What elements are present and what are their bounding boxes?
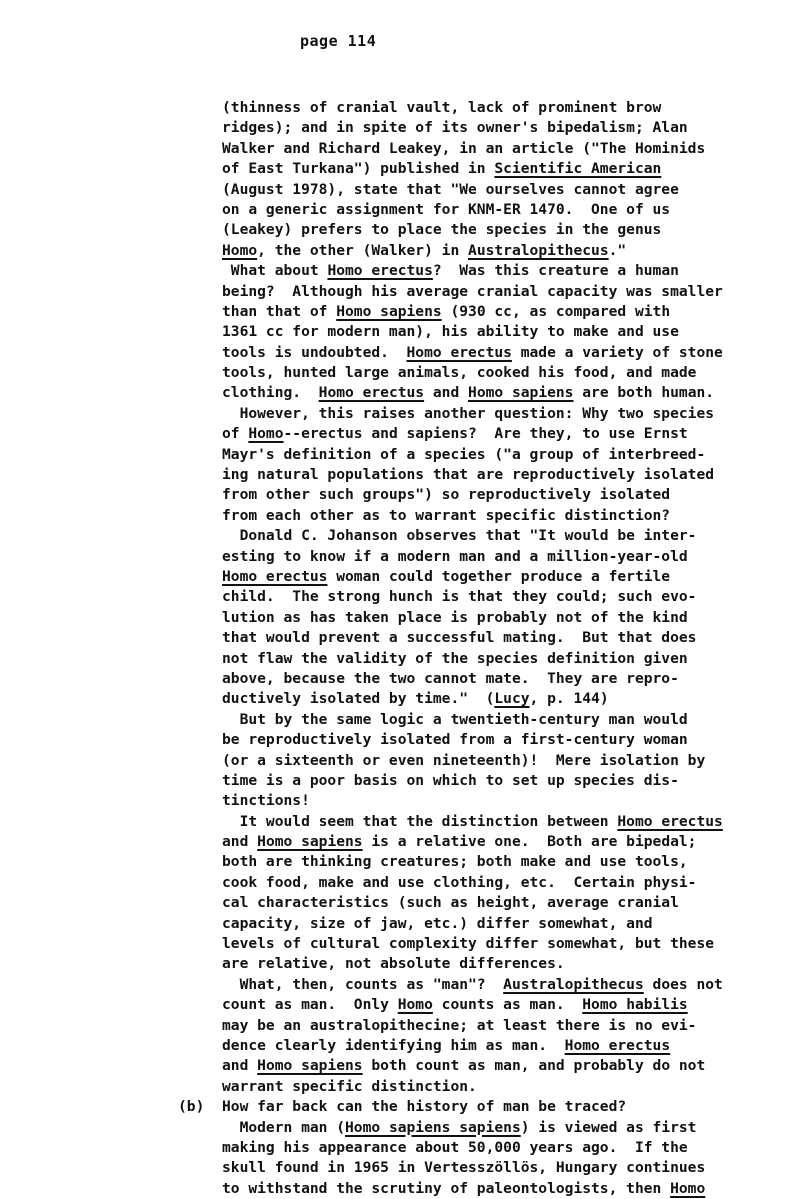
text-segment: --erectus and sapiens? Are they, to use Ernst	[283, 425, 688, 443]
text-segment: But by the same logic a twentieth-century man would	[222, 710, 688, 728]
underlined-term: Australopithecus	[503, 975, 644, 993]
text-segment: dence clearly identifying him as man.	[222, 1036, 565, 1054]
text-segment: both count as man, and probably do not	[362, 1057, 706, 1075]
text-segment: from each other as to warrant specific distinction?	[222, 506, 671, 524]
section-marker-b: (b)	[178, 1097, 205, 1115]
body-text	[222, 98, 792, 1199]
text-segment: ? Was this creature a human	[432, 262, 679, 280]
text-line	[222, 1179, 792, 1199]
text-line	[222, 261, 792, 281]
text-segment: above, because the two cannot mate. They are repro-	[222, 669, 679, 687]
underlined-term: Homo	[670, 1179, 706, 1197]
text-line	[222, 526, 792, 546]
text-segment: on a generic assignment for KNM-ER 1470. One of us	[222, 200, 671, 218]
text-line	[222, 628, 792, 648]
text-segment: (August 1978), state that "We ourselves cannot agree	[222, 180, 679, 198]
underlined-term: Homo sapiens	[257, 1057, 363, 1075]
text-segment: does not	[643, 975, 723, 993]
text-segment: time is a poor basis on which to set up species dis-	[222, 771, 679, 789]
text-line	[222, 812, 792, 832]
underlined-term: Homo sapiens	[257, 833, 363, 851]
text-segment: made a variety of stone	[511, 343, 723, 361]
text-segment: How far back can the history of man be traced?	[222, 1098, 627, 1116]
text-line	[222, 791, 792, 811]
text-segment: making his appearance about 50,000 years ago. If the	[222, 1138, 688, 1156]
text-segment: of East Turkana") published in	[222, 160, 495, 178]
text-line	[222, 445, 792, 465]
text-segment: ."	[608, 241, 627, 259]
text-line	[222, 1097, 792, 1117]
text-line	[222, 1036, 792, 1056]
text-segment: Mayr's definition of a species ("a group of interbreed-	[222, 445, 706, 463]
text-line	[222, 608, 792, 628]
text-segment: Walker and Richard Leakey, in an article ("The Hominids	[222, 139, 706, 157]
text-line	[222, 873, 792, 893]
text-line	[222, 547, 792, 567]
underlined-term: Homo erectus	[222, 567, 328, 585]
text-line	[222, 506, 792, 526]
text-segment: are relative, not absolute differences.	[222, 955, 565, 973]
underlined-term: Australopithecus	[468, 241, 609, 259]
text-line	[222, 852, 792, 872]
text-segment: (thinness of cranial vault, lack of prominent brow	[222, 99, 662, 116]
text-line	[222, 363, 792, 383]
text-segment: Modern man (	[222, 1118, 346, 1136]
text-line	[222, 567, 792, 587]
text-segment: that would prevent a successful mating. But that does	[222, 629, 697, 647]
underlined-term: Homo sapiens	[336, 302, 442, 320]
underlined-term: Homo habilis	[582, 996, 688, 1014]
text-segment: (930 cc, as compared with	[441, 302, 671, 320]
text-segment: and	[424, 384, 469, 402]
text-line	[222, 710, 792, 730]
text-segment: skull found in 1965 in Vertesszöllös, Hungary continues	[222, 1159, 706, 1177]
text-line	[222, 1056, 792, 1076]
text-line	[222, 485, 792, 505]
text-segment: woman could together produce a fertile	[327, 567, 671, 585]
underlined-term: Homo erectus	[617, 812, 723, 830]
text-segment: 1361 cc for modern man), his ability to make and use	[222, 323, 679, 341]
text-segment: than that of	[222, 302, 337, 320]
text-line	[222, 587, 792, 607]
text-segment: capacity, size of jaw, etc.) differ somewhat, and	[222, 914, 653, 932]
text-segment: ing natural populations that are reproductively isolated	[222, 466, 715, 484]
text-segment: esting to know if a modern man and a million-year-old	[222, 547, 688, 565]
text-segment: What about	[222, 262, 328, 280]
text-line	[222, 669, 792, 689]
text-segment: and	[222, 1057, 258, 1075]
text-line	[222, 139, 792, 159]
text-segment: It would seem that the distinction between	[222, 812, 618, 830]
text-line	[222, 322, 792, 342]
underlined-term: Homo erectus	[327, 262, 433, 280]
text-segment: count as man. Only	[222, 996, 398, 1014]
text-segment: counts as man.	[432, 996, 583, 1014]
text-line	[222, 118, 792, 138]
text-line	[222, 465, 792, 485]
underlined-term: Lucy	[494, 690, 530, 708]
text-segment: cal characteristics (such as height, average cranial	[222, 894, 679, 912]
text-segment: levels of cultural complexity differ somewhat, but these	[222, 935, 715, 953]
text-segment: (or a sixteenth or even nineteenth)! Mere isolation by	[222, 751, 706, 769]
text-segment: may be an australopithecine; at least there is no evi-	[222, 1016, 697, 1034]
text-segment: being? Although his average cranial capacity was smaller	[222, 282, 723, 300]
text-segment: both are thinking creatures; both make and use tools,	[222, 853, 688, 871]
text-segment: clothing.	[222, 384, 319, 402]
text-line	[222, 914, 792, 934]
text-line	[222, 220, 792, 240]
text-line	[222, 200, 792, 220]
text-segment: child. The strong hunch is that they could; such evo-	[222, 588, 697, 606]
text-line	[222, 98, 792, 118]
text-line	[222, 975, 792, 995]
text-line	[222, 343, 792, 363]
text-segment: However, this raises another question: Why two species	[222, 404, 715, 422]
text-segment: cook food, make and use clothing, etc. Certain physi-	[222, 873, 697, 891]
text-segment: tools, hunted large animals, cooked his food, and made	[222, 364, 697, 382]
text-line	[222, 954, 792, 974]
text-segment: ductively isolated by time." (	[222, 690, 495, 708]
text-line	[222, 689, 792, 709]
underlined-term: Homo erectus	[564, 1036, 671, 1054]
underlined-term: Homo sapiens sapiens	[345, 1118, 521, 1136]
underlined-term: Homo erectus	[318, 384, 425, 402]
text-line	[222, 282, 792, 302]
text-segment: not flaw the validity of the species definition given	[222, 649, 688, 667]
text-line	[222, 383, 792, 403]
text-line	[222, 751, 792, 771]
text-segment: from other such groups") so reproductively isolated	[222, 486, 671, 504]
text-line	[222, 1077, 792, 1097]
text-segment: is a relative one. Both are bipedal;	[362, 833, 697, 851]
text-segment: tools is undoubted.	[222, 343, 407, 361]
text-segment: What, then, counts as "man"?	[222, 975, 504, 993]
text-line	[222, 159, 792, 179]
text-segment: Donald C. Johanson observes that "It would be inter-	[222, 527, 697, 545]
text-segment: , p. 144)	[529, 690, 609, 708]
underlined-term: Homo	[222, 241, 258, 259]
text-segment: ridges); and in spite of its owner's bipedalism; Alan	[222, 119, 688, 137]
text-segment: are both human.	[573, 384, 715, 402]
text-line	[222, 730, 792, 750]
text-segment: of	[222, 425, 249, 443]
text-line	[222, 1016, 792, 1036]
text-segment: to withstand the scrutiny of paleontologists, then	[222, 1179, 671, 1197]
text-line	[222, 832, 792, 852]
underlined-term: Homo erectus	[406, 343, 512, 361]
text-segment: and	[222, 833, 258, 851]
underlined-term: Homo	[248, 425, 284, 443]
text-line	[222, 771, 792, 791]
text-segment: , the other (Walker) in	[257, 241, 469, 259]
text-line	[222, 1138, 792, 1158]
underlined-term: Scientific American	[494, 160, 662, 178]
text-segment: lution as has taken place is probably not of the kind	[222, 608, 688, 626]
text-line	[222, 241, 792, 261]
text-segment: ) is viewed as first	[520, 1118, 697, 1136]
text-line	[222, 180, 792, 200]
text-line	[222, 893, 792, 913]
text-line	[222, 424, 792, 444]
text-line	[222, 302, 792, 322]
text-segment: be reproductively isolated from a first-century woman	[222, 731, 688, 749]
text-line	[222, 1158, 792, 1178]
text-segment: tinctions!	[222, 792, 310, 810]
text-line	[222, 934, 792, 954]
page-number: page 114	[300, 32, 377, 50]
text-line	[222, 404, 792, 424]
text-segment: (Leakey) prefers to place the species in the genus	[222, 221, 662, 239]
underlined-term: Homo sapiens	[468, 384, 574, 402]
text-line	[222, 1118, 792, 1138]
text-segment: warrant specific distinction.	[222, 1077, 477, 1095]
text-line	[222, 995, 792, 1015]
underlined-term: Homo	[397, 996, 433, 1014]
text-line	[222, 649, 792, 669]
